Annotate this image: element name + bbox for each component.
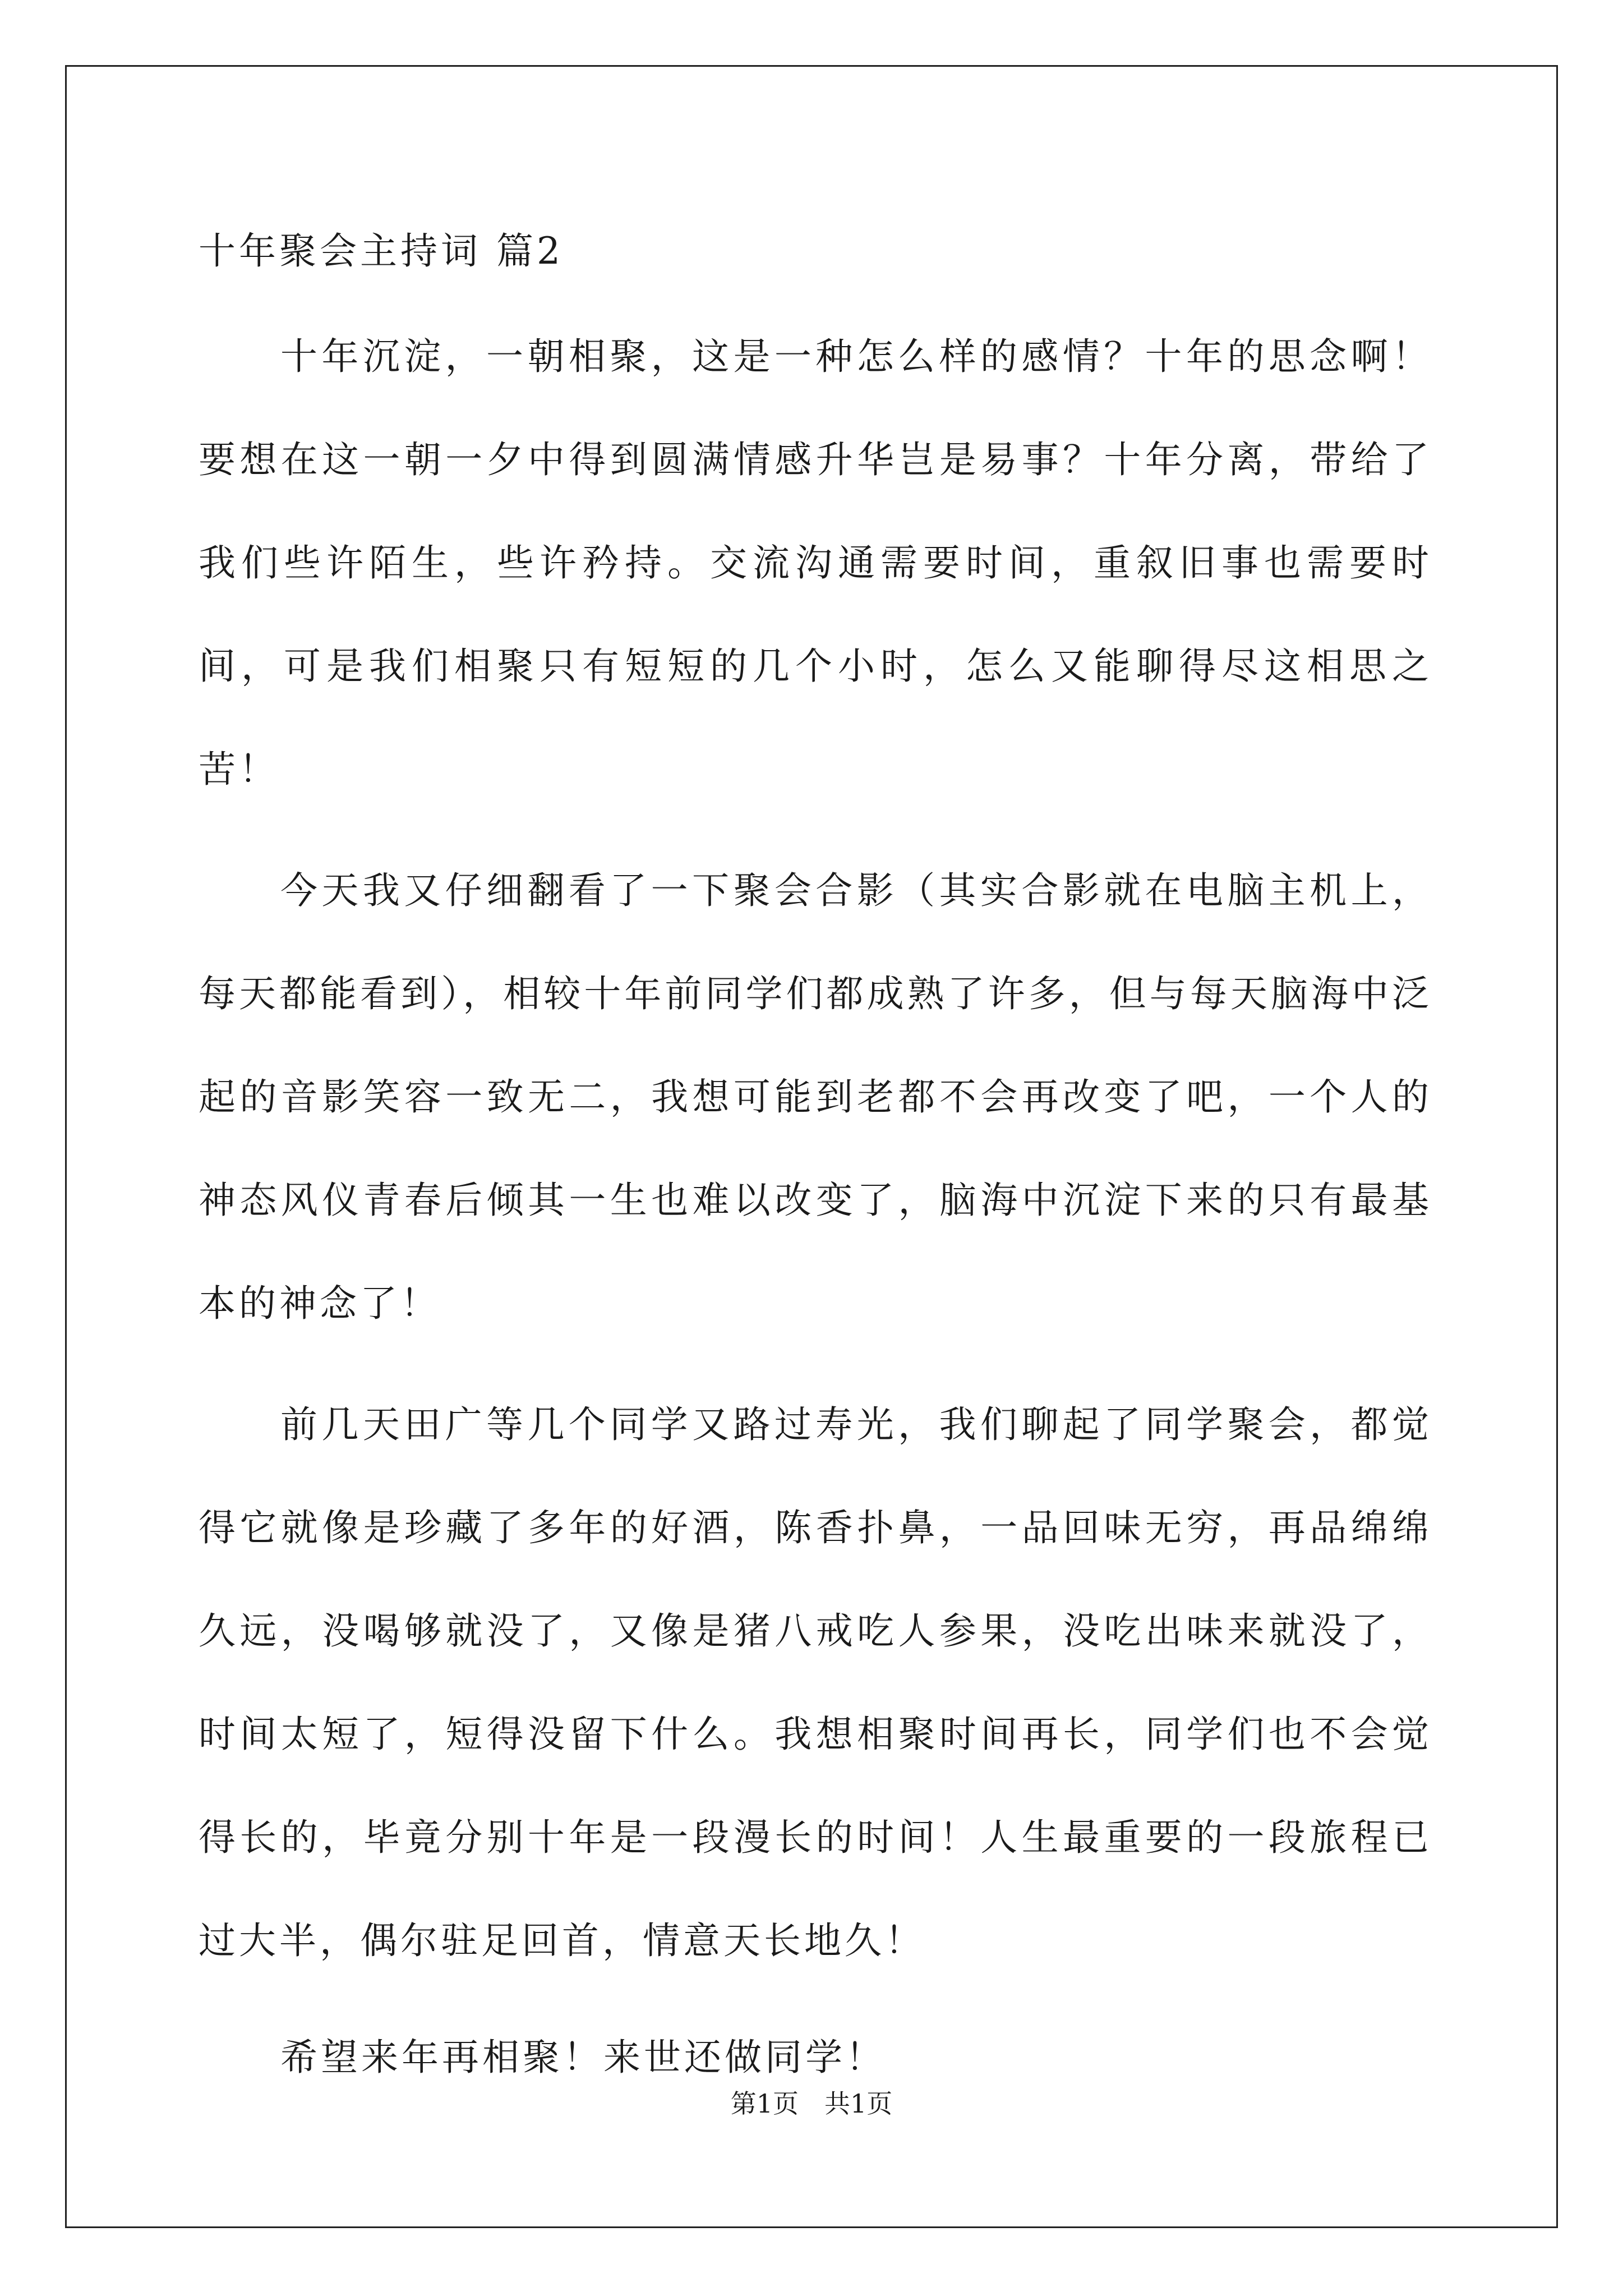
paragraph: 希望来年再相聚！来世还做同学！ <box>280 2036 886 2079</box>
paragraph: 前几天田广等几个同学又路过寿光，我们聊起了同学聚会，都觉得它就像是珍藏了多年的好酒，陈香扑鼻，一品回味无穷，再品绵绵久远，没喝够就没了，又像是猪八戒吃人参果，没吃出味来就没了，时间太短了，短得没留下什么。我想相聚时间再长，同学们也不会觉得长的，毕竟分别十年是一段漫长的时间！人生最重要的一段旅程已过大半，偶尔驻足回首，情意天长地久！ <box>199 1403 1432 1962</box>
paragraph: 十年沉淀，一朝相聚，这是一种怎么样的感情？十年的思念啊！要想在这一朝一夕中得到圆满情感升华岂是易事？十年分离，带给了我们些许陌生，些许矜持。交流沟通需要时间，重叙旧事也需要时间，可是我们相聚只有短短的几个小时，怎么又能聊得尽这相思之苦！ <box>199 335 1432 791</box>
document-title: 十年聚会主持词 篇2 <box>199 229 564 273</box>
paragraph: 今天我又仔细翻看了一下聚会合影（其实合影就在电脑主机上，每天都能看到），相较十年前同学们都成熟了许多，但与每天脑海中泛起的音影笑容一致无二，我想可能到老都不会再改变了吧，一个人的神态风仪青春后倾其一生也难以改变了，脑海中沉淀下来的只有最基本的神念了！ <box>199 869 1432 1325</box>
document-body <box>199 218 1432 2109</box>
page-number-footer: 第1页 共1页 <box>730 2088 893 2119</box>
